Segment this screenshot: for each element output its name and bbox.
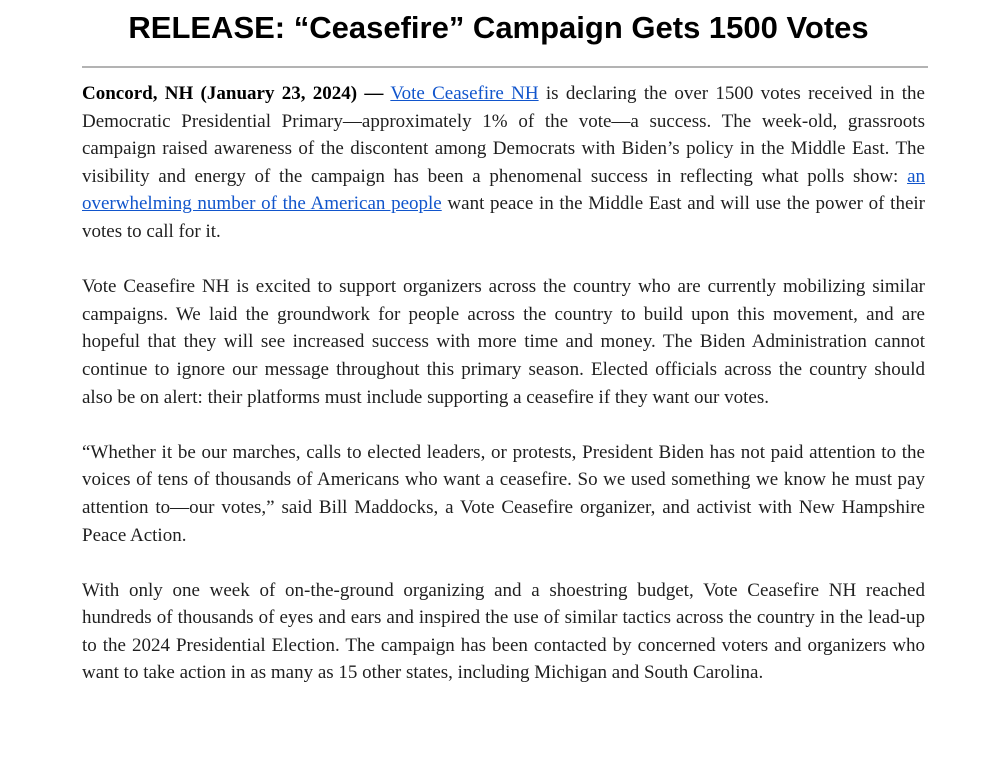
paragraph-1-text-a: is declaring the over 1500 votes received in the Democratic Presidential Primary—approximately 1% of the vote—a success. The week-old, grassroots campaign raised awareness of the discontent among Democrats with Biden’s policy in the Middle East. The visibility and energy of the campaign has been a phenomenal success in reflecting what polls show: <box>82 83 925 187</box>
paragraph-1-text-b: want peace in the Middle East and will use the power of their votes to call for it. <box>82 193 925 242</box>
paragraph-1 <box>82 80 925 246</box>
polls-link[interactable]: an overwhelming number of the American people <box>82 165 925 215</box>
paragraph-2: Vote Ceasefire NH is excited to support organizers across the country who are currently mobilizing similar campaigns. We laid the groundwork for people across the country to build upon this movement, and are hopeful that they will see increased success with more time and money. The Biden Administration cannot continue to ignore our message throughout this primary season. Elected officials across the country should also be on alert: their platforms must include supporting a ceasefire if they want our votes. <box>82 276 925 408</box>
paragraph-3: “Whether it be our marches, calls to elected leaders, or protests, President Biden has not paid attention to the voices of tens of thousands of Americans who want a ceasefire. So we used something we know he must pay attention to—our votes,” said Bill Maddocks, a Vote Ceasefire organizer, and activist with New Hampshire Peace Action. <box>82 441 925 546</box>
paragraph-4: With only one week of on-the-ground organizing and a shoestring budget, Vote Ceasefire NH reached hundreds of thousands of eyes and ears and inspired the use of similar tactics across the country in the lead-up to the 2024 Presidential Election. The campaign has been contacted by concerned voters and organizers who want to take action in as many as 15 other states, including Michigan and South Carolina. <box>82 579 925 684</box>
dateline: Concord, NH (January 23, 2024) — <box>82 83 384 104</box>
title-divider <box>82 66 928 68</box>
release-title: RELEASE: “Ceasefire” Campaign Gets 1500 Votes <box>128 10 869 45</box>
release-body <box>82 80 925 715</box>
vote-ceasefire-nh-link[interactable]: Vote Ceasefire NH <box>390 83 539 104</box>
